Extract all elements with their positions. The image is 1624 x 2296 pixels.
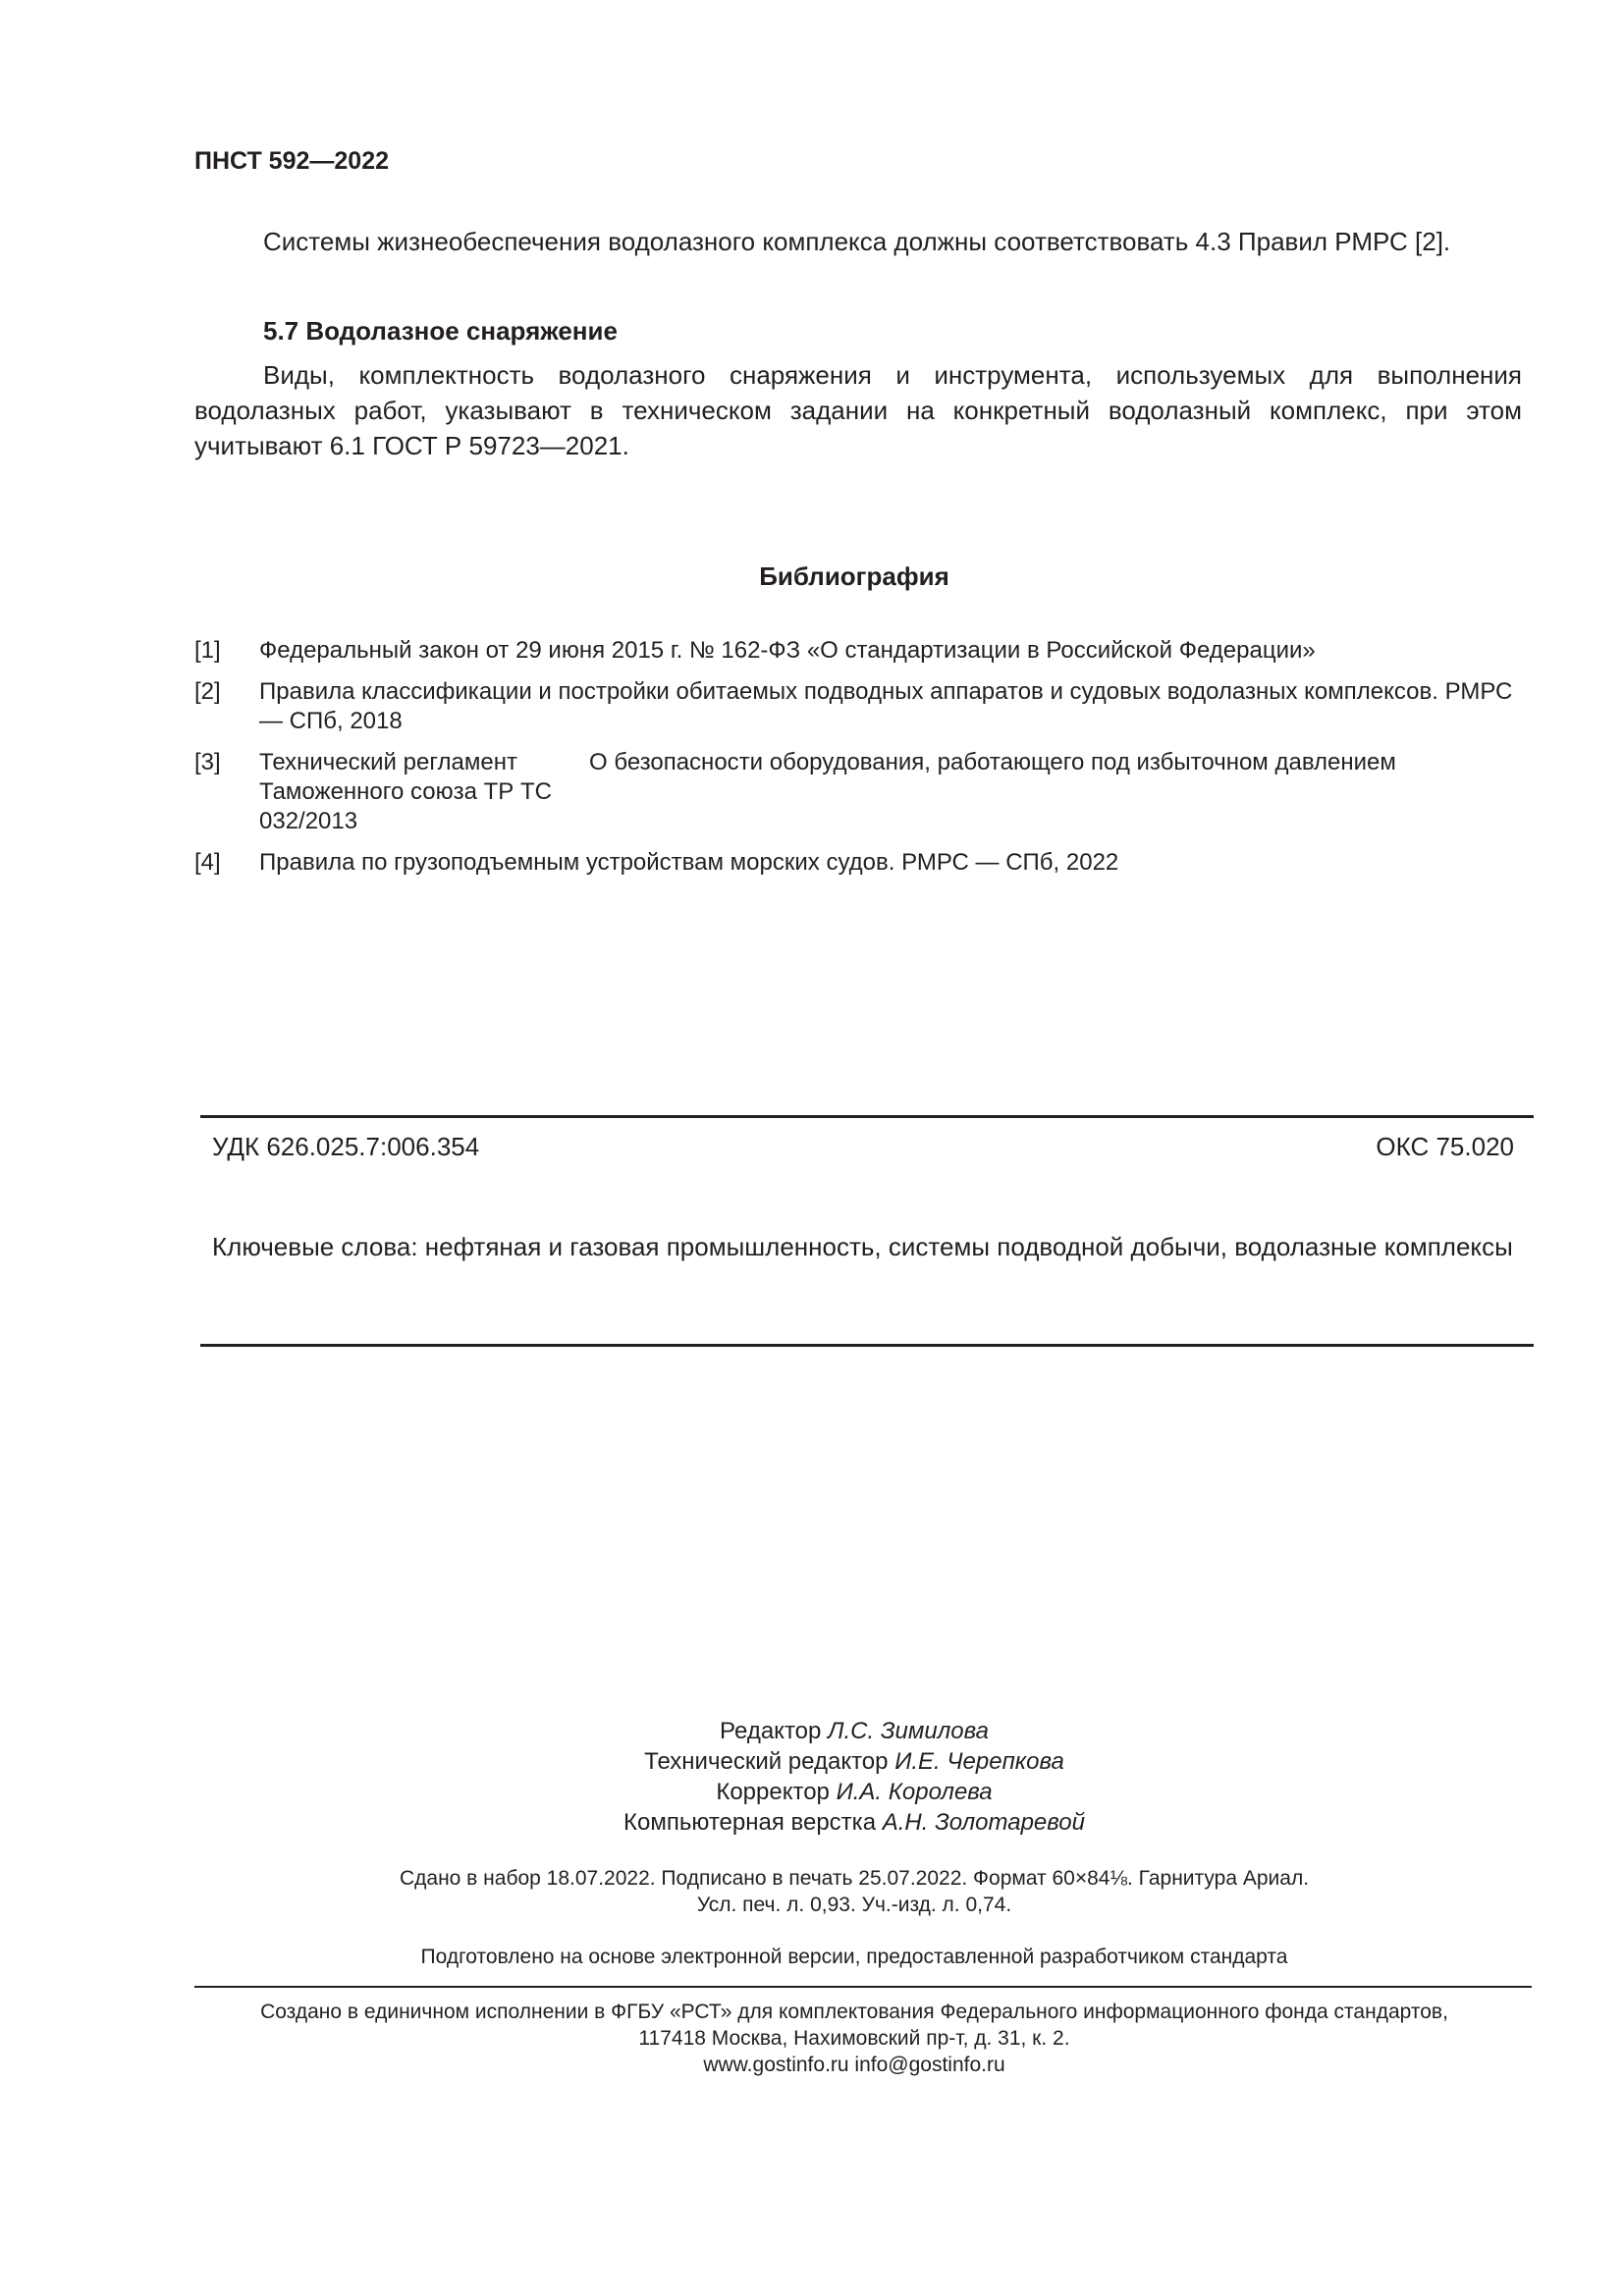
credit-tech-editor xyxy=(0,1746,1624,1777)
divider-bottom xyxy=(200,1344,1534,1347)
keywords: Ключевые слова: нефтяная и газовая промышленность, системы подводной добычи, водолазные комплексы xyxy=(212,1232,1513,1261)
bibliography-title: Библиография xyxy=(759,561,949,591)
created-note: Создано в единичном исполнении в ФГБУ «РСТ» для комплектования Федерального информационного фонда стандартов, xyxy=(260,2001,1448,2023)
udc-code: УДК 626.025.7:006.354 xyxy=(212,1132,480,1161)
imprint-line: Усл. печ. л. 0,93. Уч.-изд. л. 0,74. xyxy=(696,1894,1012,1916)
contact-links: www.gostinfo.ru info@gostinfo.ru xyxy=(703,2054,1005,2076)
credit-person: И.Е. Черепкова xyxy=(894,1748,1064,1775)
imprint-line: Сдано в набор 18.07.2022. Подписано в печать 25.07.2022. Формат 60×84⅛. Гарнитура Ариал. xyxy=(399,1867,1310,1890)
paragraph-diving-equipment: Виды, комплектность водолазного снаряжения и инструмента, используемых для выполнения водолазных работ, указывают в техническом задании на конкретный водолазный комплекс, при этом учитывают 6.1 ГОСТ Р 59723—2021. xyxy=(194,360,1522,460)
credit-label: Технический редактор xyxy=(644,1748,889,1775)
bibliography-number: [2] xyxy=(194,678,221,705)
bibliography-document-title: О безопасности оборудования, работающего под избыточном давлением xyxy=(589,749,1396,775)
bibliography-text: Правила по грузоподъемным устройствам морских судов. РМРС — СПб, 2022 xyxy=(259,849,1119,876)
credit-editor xyxy=(0,1716,1624,1746)
credit-corrector xyxy=(0,1777,1624,1807)
bibliography-text: Правила классификации и постройки обитаемых подводных аппаратов и судовых водолазных комплексов. РМРС — СПб, 2018 xyxy=(259,678,1513,734)
credit-label: Редактор xyxy=(720,1718,822,1744)
divider-top xyxy=(200,1115,1534,1118)
bibliography-number: [4] xyxy=(194,849,221,876)
credit-label: Компьютерная верстка xyxy=(623,1809,877,1836)
credit-person: А.Н. Золотаревой xyxy=(882,1809,1085,1836)
divider-imprint xyxy=(194,1986,1532,1988)
document-code: ПНСТ 592—2022 xyxy=(194,147,389,175)
prepared-note: Подготовлено на основе электронной версии, предоставленной разработчиком стандарта xyxy=(420,1946,1288,1968)
paragraph-life-support: Системы жизнеобеспечения водолазного комплекса должны соответствовать 4.3 Правил РМРС [2]. xyxy=(263,227,1451,256)
bibliography-number: [3] xyxy=(194,749,221,775)
credit-person: И.А. Королева xyxy=(836,1779,993,1805)
bibliography-number: [1] xyxy=(194,637,221,664)
address: 117418 Москва, Нахимовский пр-т, д. 31, к. 2. xyxy=(638,2027,1070,2050)
oks-code: ОКС 75.020 xyxy=(1376,1132,1514,1161)
credit-label: Корректор xyxy=(716,1779,830,1805)
bibliography-text: Федеральный закон от 29 июня 2015 г. № 162-ФЗ «О стандартизации в Российской Федерации» xyxy=(259,637,1316,664)
credit-person: Л.С. Зимилова xyxy=(828,1718,989,1744)
bibliography-text: Технический регламент Таможенного союза ТР ТС 032/2013 xyxy=(259,749,552,834)
credit-layout xyxy=(0,1807,1624,1838)
section-title: 5.7 Водолазное снаряжение xyxy=(263,316,618,346)
